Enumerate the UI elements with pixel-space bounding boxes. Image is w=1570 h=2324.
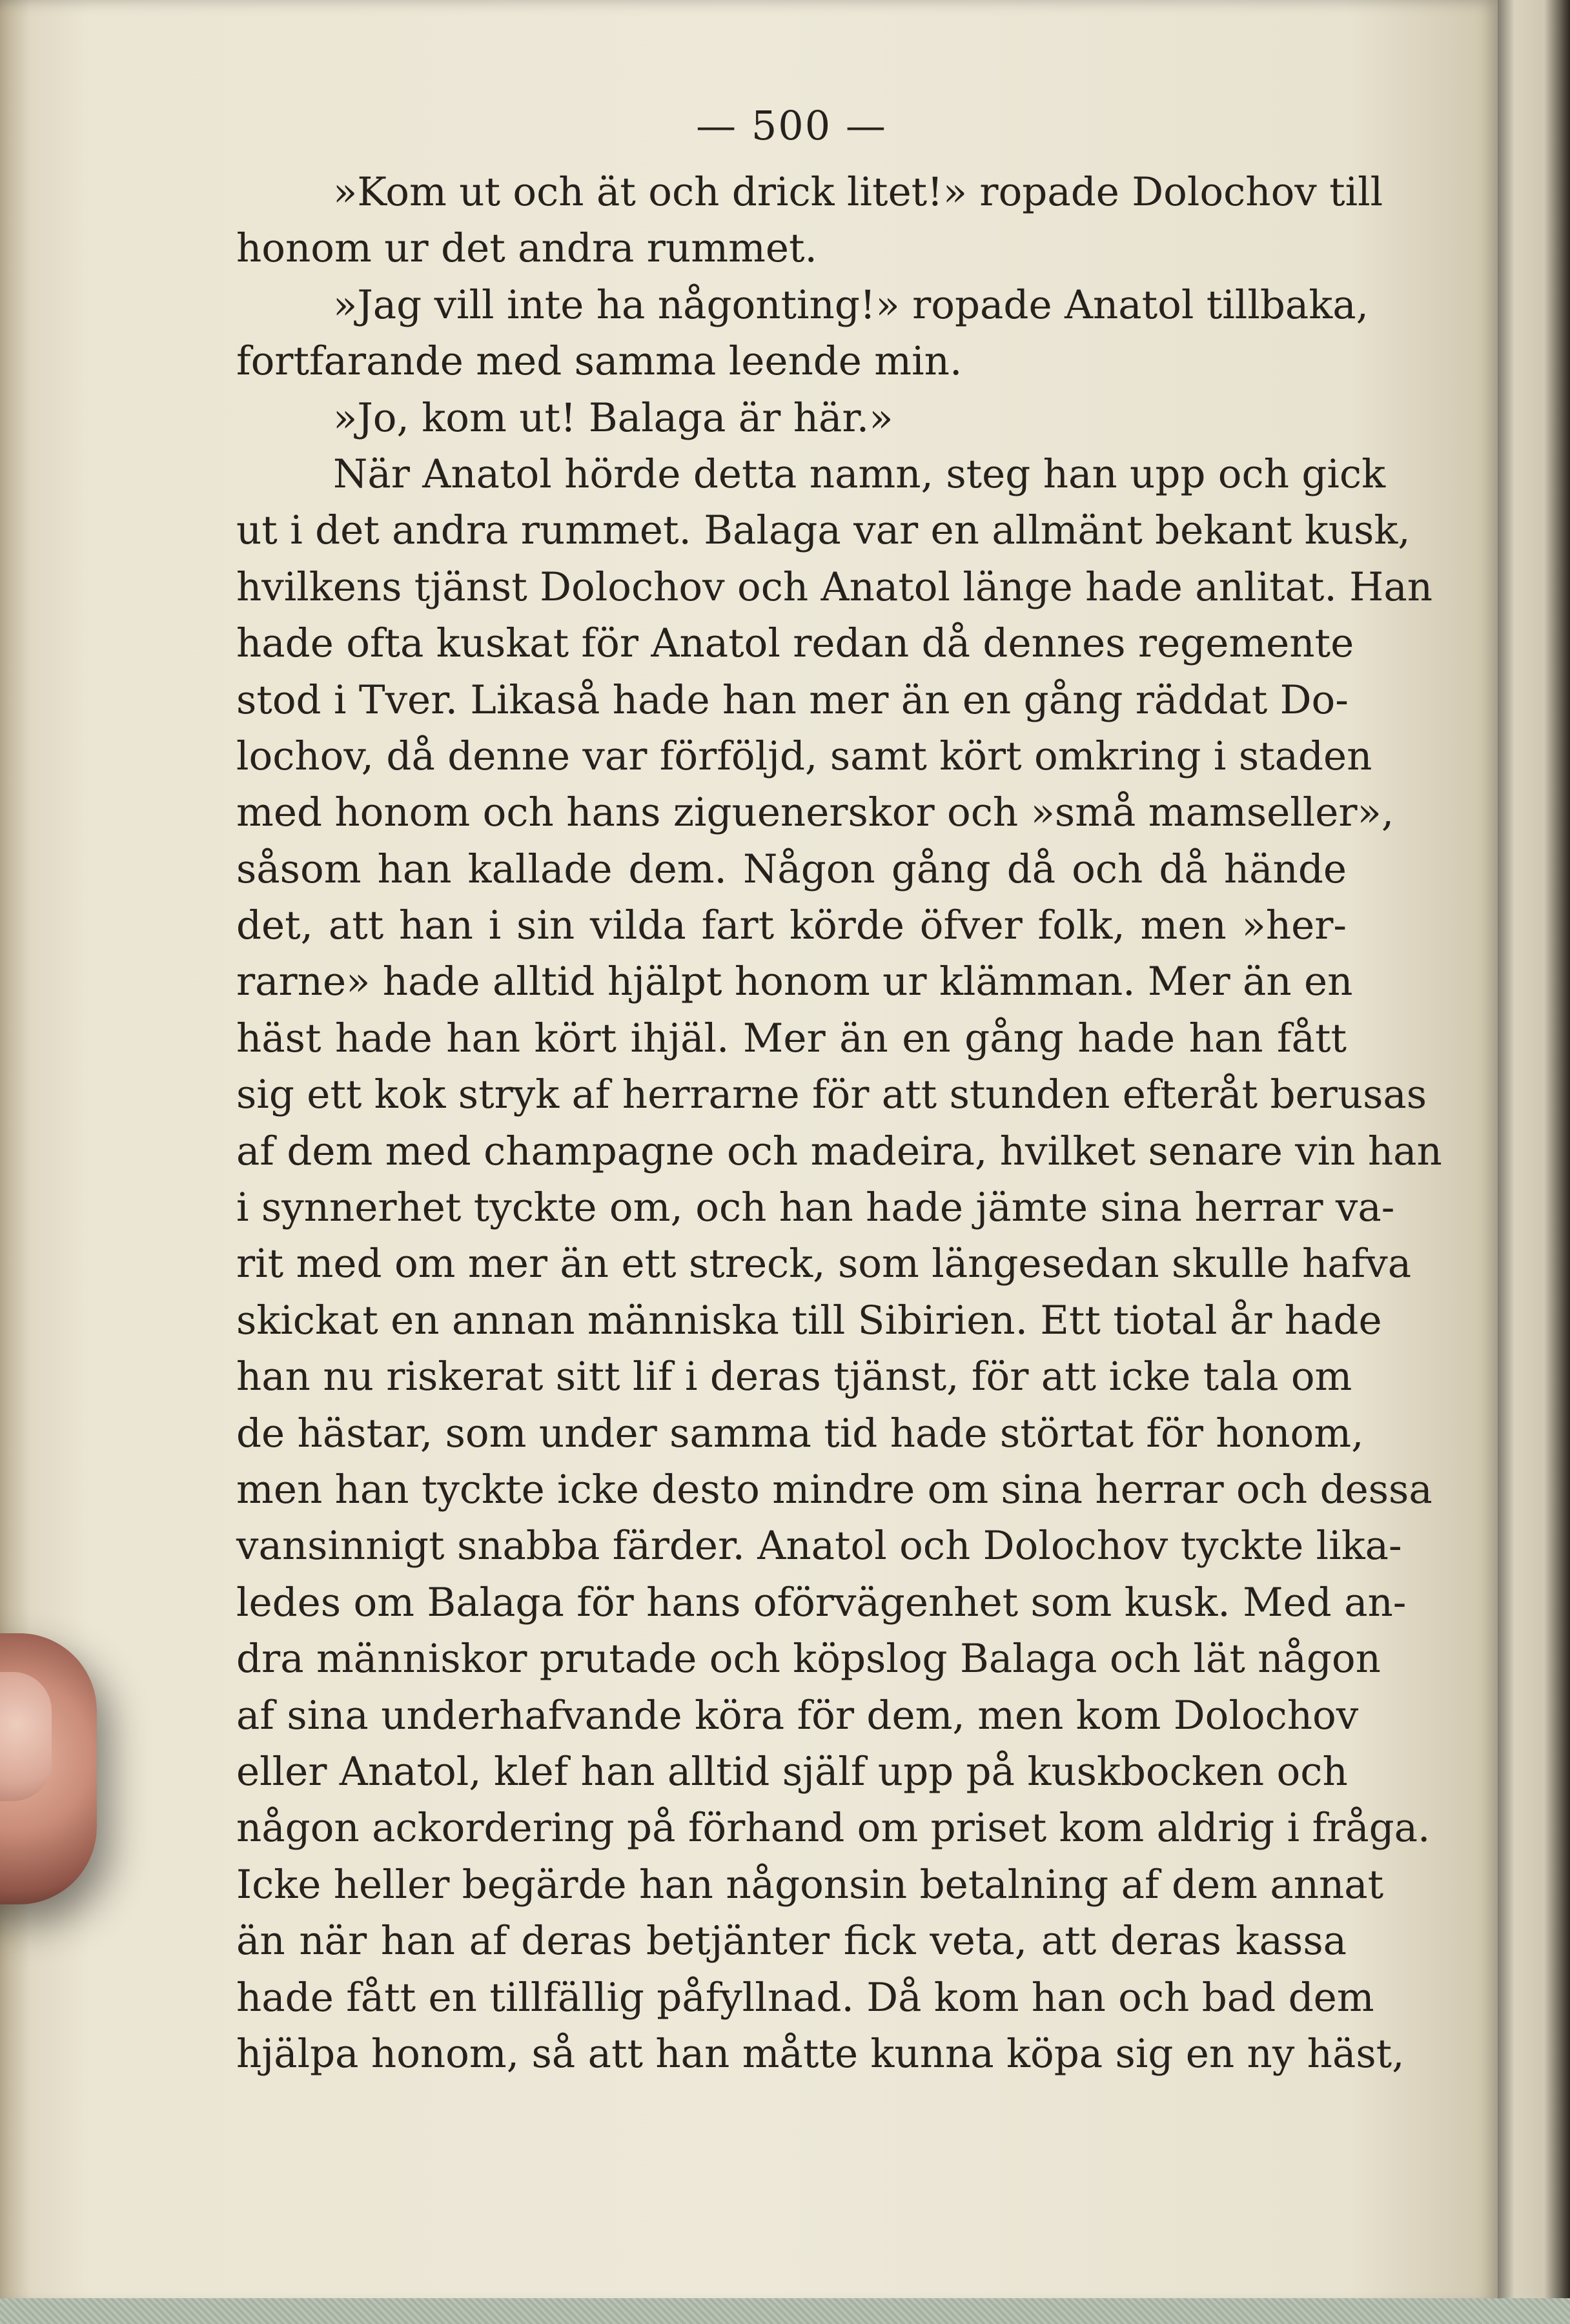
- text-line: de hästar, som under samma tid hade störtat för honom,: [236, 1410, 1364, 1456]
- text-line: hjälpa honom, så att han måtte kunna köpa sig en ny häst,: [236, 2030, 1405, 2077]
- text-line: han nu riskerat sitt lif i deras tjänst, för att icke tala om: [236, 1354, 1352, 1400]
- text-line: ledes om Balaga för hans oförvägenhet som kusk. Med an-: [236, 1579, 1407, 1626]
- text-line: honom ur det andra rummet.: [236, 225, 817, 272]
- thumb-holding-page: [0, 1633, 97, 1904]
- text-line: stod i Tver. Likaså hade han mer än en gång räddat Do-: [236, 677, 1349, 723]
- page-text: [236, 102, 1442, 2082]
- text-line: lochov, då denne var förföljd, samt kört omkring i staden: [236, 733, 1372, 779]
- text-line: häst hade han kört ihjäl. Mer än en gång hade han fått: [236, 1015, 1347, 1061]
- text-line: hvilkens tjänst Dolochov och Anatol länge hade anlitat. Han: [236, 564, 1432, 610]
- text-line: hade fått en tillfällig påfyllnad. Då kom han och bad dem: [236, 1974, 1374, 2021]
- text-line: sig ett kok stryk af herrarne för att stunden efteråt berusas: [236, 1072, 1427, 1118]
- text-line: såsom han kallade dem. Någon gång då och då hände: [236, 846, 1347, 892]
- text-line: af sina underhafvande köra för dem, men kom Dolochov: [236, 1692, 1359, 1738]
- text-line: När Anatol hörde detta namn, steg han upp och gick: [333, 451, 1386, 497]
- text-line: af dem med champagne och madeira, hvilket senare vin han: [236, 1128, 1442, 1174]
- thumbnail: [0, 1672, 52, 1801]
- text-line: skickat en annan människa till Sibirien. Ett tiotal år hade: [236, 1297, 1382, 1343]
- text-line: men han tyckte icke desto mindre om sina herrar och dessa: [236, 1466, 1432, 1513]
- text-line: vansinnigt snabba färder. Anatol och Dolochov tyckte lika-: [236, 1523, 1402, 1569]
- text-line: »Jag vill inte ha någonting!» ropade Anatol tillbaka,: [333, 281, 1369, 328]
- text-line: i synnerhet tyckte om, och han hade jämte sina herrar va-: [236, 1185, 1395, 1231]
- text-line: »Kom ut och ät och drick litet!» ropade Dolochov till: [333, 169, 1383, 215]
- text-line: än när han af deras betjänter fick veta, att deras kassa: [236, 1918, 1347, 1964]
- text-line: någon ackordering på förhand om priset kom aldrig i fråga.: [236, 1805, 1431, 1851]
- text-line: Icke heller begärde han någonsin betalning af dem annat: [236, 1861, 1384, 1908]
- text-line: rarne» hade alltid hjälpt honom ur klämman. Mer än en: [236, 959, 1353, 1005]
- text-line: med honom och hans ziguenerskor och »små mamseller»,: [236, 790, 1394, 836]
- text-line: eller Anatol, klef han alltid själf upp på kuskbocken och: [236, 1748, 1348, 1795]
- text-line: fortfarande med samma leende min.: [236, 338, 963, 385]
- text-line: hade ofta kuskat för Anatol redan då dennes regemente: [236, 620, 1354, 667]
- text-line: rit med om mer än ett streck, som längesedan skulle hafva: [236, 1241, 1412, 1287]
- text-line: det, att han i sin vilda fart körde öfver folk, men »her-: [236, 902, 1347, 949]
- page-number: — 500 —: [696, 102, 887, 149]
- text-line: »Jo, kom ut! Balaga är här.»: [333, 394, 893, 441]
- text-line: ut i det andra rummet. Balaga var en allmänt bekant kusk,: [236, 507, 1411, 554]
- table-surface: [0, 2298, 1570, 2324]
- text-line: dra människor prutade och köpslog Balaga och lät någon: [236, 1636, 1381, 1682]
